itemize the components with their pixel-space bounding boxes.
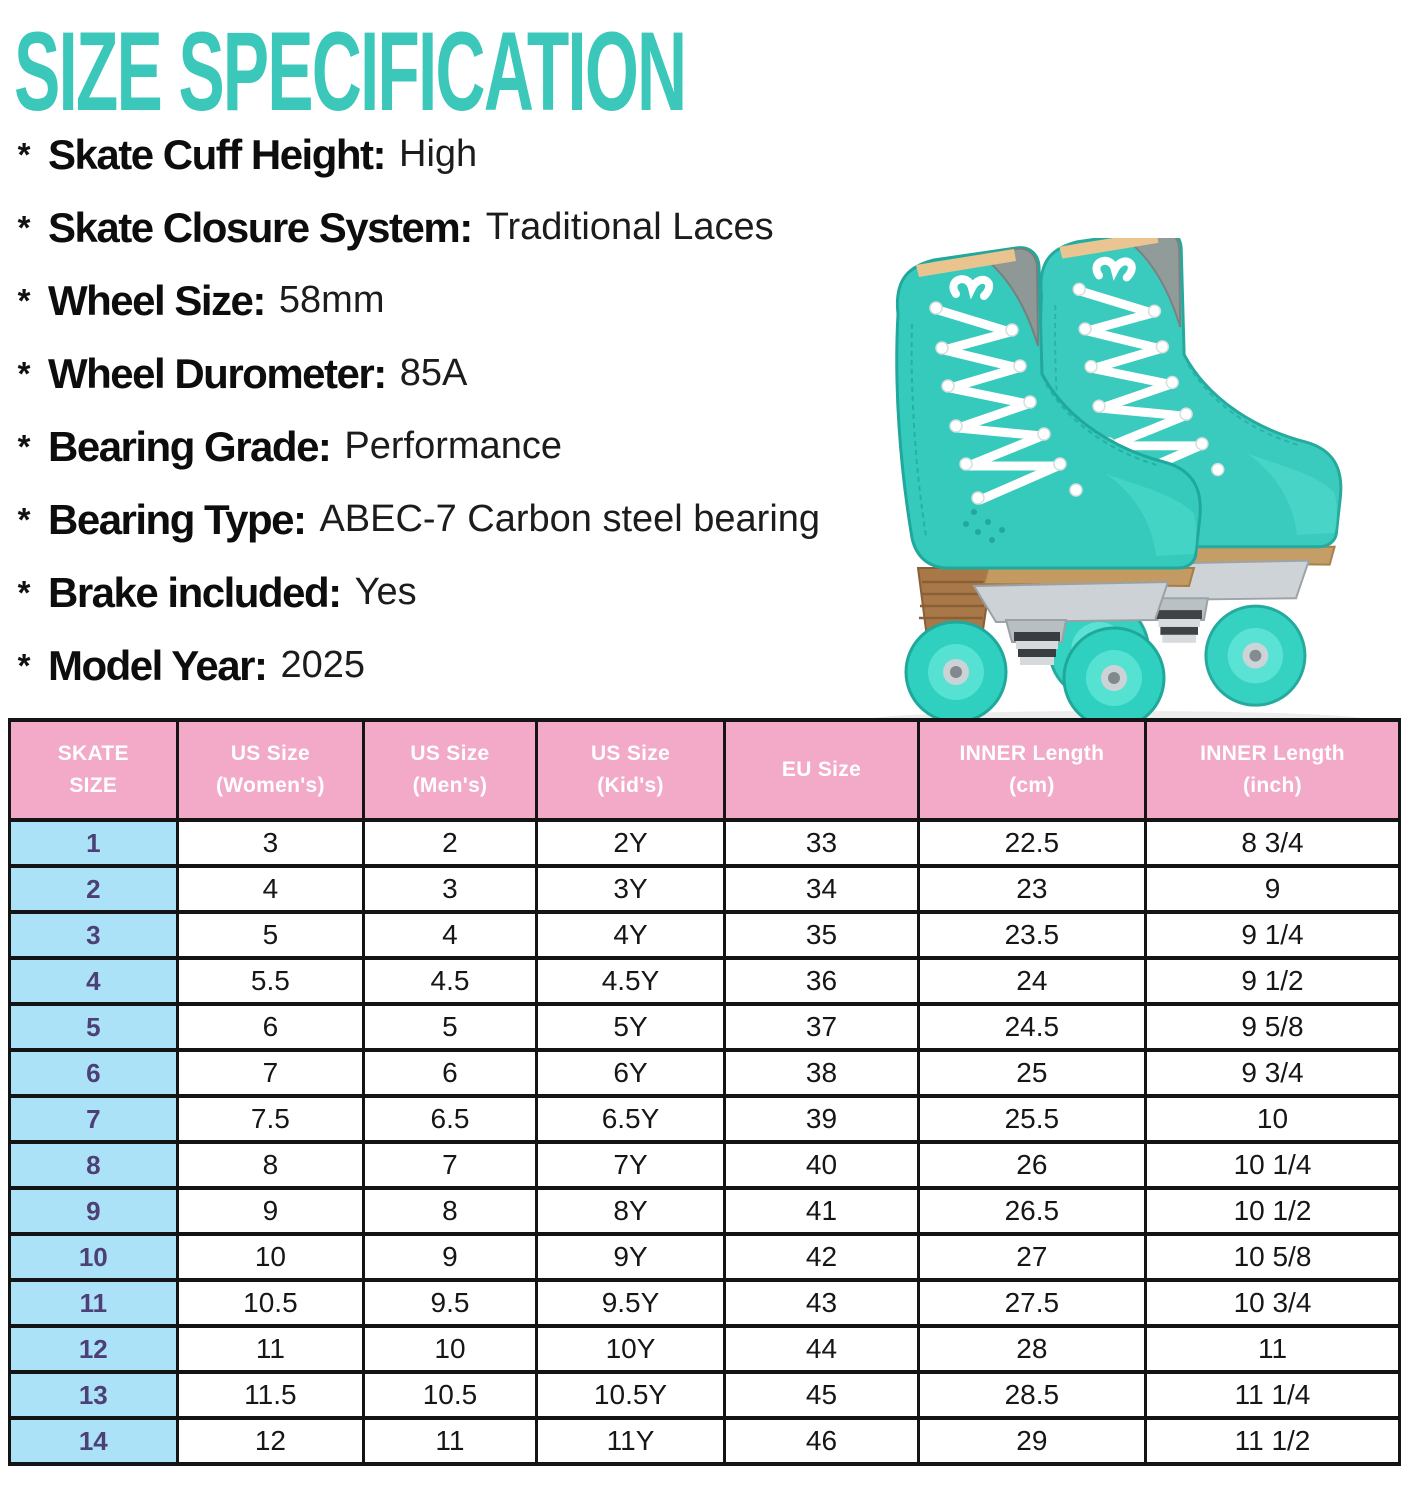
column-header: EU Size: [725, 720, 918, 820]
spec-list: [0, 118, 980, 702]
size-cell: 2: [364, 820, 537, 866]
size-cell: 27.5: [918, 1280, 1145, 1326]
size-cell: 11: [1145, 1326, 1399, 1372]
spec-label: Bearing Type:: [48, 495, 306, 543]
size-table-body: [10, 820, 1400, 1464]
column-header: INNER Length (cm): [918, 720, 1145, 820]
size-cell: 4.5Y: [536, 958, 724, 1004]
size-cell: 8Y: [536, 1188, 724, 1234]
spec-value: 85A: [399, 352, 468, 394]
size-cell: 46: [725, 1418, 918, 1464]
spec-label: Brake included:: [48, 568, 341, 616]
bullet-asterisk: *: [17, 646, 31, 684]
size-cell: 39: [725, 1096, 918, 1142]
size-cell: 23: [918, 866, 1145, 912]
spec-label: Skate Cuff Height:: [48, 130, 386, 178]
size-cell: 10.5: [364, 1372, 537, 1418]
size-table-header-row: [10, 720, 1400, 820]
size-cell: 5: [177, 912, 364, 958]
size-cell: 43: [725, 1280, 918, 1326]
size-table: [8, 718, 1401, 1466]
size-cell: 9 1/4: [1145, 912, 1399, 958]
size-cell: 4: [364, 912, 537, 958]
size-cell: 23.5: [918, 912, 1145, 958]
size-cell: 4.5: [364, 958, 537, 1004]
skate-size-cell: 4: [10, 958, 178, 1004]
size-cell: 38: [725, 1050, 918, 1096]
spec-label: Wheel Size:: [48, 276, 265, 324]
size-cell: 3: [177, 820, 364, 866]
size-cell: 24: [918, 958, 1145, 1004]
size-cell: 9: [177, 1188, 364, 1234]
size-cell: 10 1/2: [1145, 1188, 1399, 1234]
table-row: [10, 1234, 1400, 1280]
table-row: [10, 1372, 1400, 1418]
page-title: SIZE SPECIFICATION: [14, 9, 686, 134]
skate-size-cell: 12: [10, 1326, 178, 1372]
size-cell: 7Y: [536, 1142, 724, 1188]
bullet-asterisk: *: [17, 573, 31, 611]
size-cell: 22.5: [918, 820, 1145, 866]
size-cell: 6Y: [536, 1050, 724, 1096]
spec-label: Wheel Durometer:: [48, 349, 386, 397]
table-row: [10, 820, 1400, 866]
size-cell: 11 1/2: [1145, 1418, 1399, 1464]
skate-size-cell: 1: [10, 820, 178, 866]
size-cell: 6.5: [364, 1096, 537, 1142]
size-cell: 11: [364, 1418, 537, 1464]
bullet-asterisk: *: [17, 354, 31, 392]
column-header: US Size (Kid's): [536, 720, 724, 820]
size-cell: 10 5/8: [1145, 1234, 1399, 1280]
size-cell: 35: [725, 912, 918, 958]
spec-item: [0, 191, 980, 264]
column-header: SKATE SIZE: [10, 720, 178, 820]
size-cell: 25: [918, 1050, 1145, 1096]
size-cell: 24.5: [918, 1004, 1145, 1050]
size-cell: 4Y: [536, 912, 724, 958]
table-row: [10, 1326, 1400, 1372]
spec-label: Model Year:: [48, 641, 267, 689]
table-row: [10, 1050, 1400, 1096]
size-cell: 10.5Y: [536, 1372, 724, 1418]
skate-size-cell: 6: [10, 1050, 178, 1096]
size-cell: 9: [364, 1234, 537, 1280]
spec-item: [0, 483, 980, 556]
table-row: [10, 912, 1400, 958]
table-row: [10, 1418, 1400, 1464]
spec-item: [0, 410, 980, 483]
size-cell: 34: [725, 866, 918, 912]
size-cell: 8: [364, 1188, 537, 1234]
size-cell: 10Y: [536, 1326, 724, 1372]
size-cell: 36: [725, 958, 918, 1004]
size-cell: 7: [177, 1050, 364, 1096]
size-cell: 44: [725, 1326, 918, 1372]
column-header: US Size (Men's): [364, 720, 537, 820]
size-cell: 37: [725, 1004, 918, 1050]
spec-item: [0, 337, 980, 410]
size-cell: 6: [364, 1050, 537, 1096]
size-cell: 3: [364, 866, 537, 912]
spec-value: Yes: [354, 571, 417, 613]
size-cell: 7: [364, 1142, 537, 1188]
skate-size-cell: 7: [10, 1096, 178, 1142]
skate-size-cell: 11: [10, 1280, 178, 1326]
size-cell: 10 3/4: [1145, 1280, 1399, 1326]
spec-value: Traditional Laces: [485, 206, 774, 248]
size-cell: 11: [177, 1326, 364, 1372]
size-cell: 3Y: [536, 866, 724, 912]
skate-size-cell: 13: [10, 1372, 178, 1418]
size-cell: 7.5: [177, 1096, 364, 1142]
table-row: [10, 866, 1400, 912]
size-cell: 40: [725, 1142, 918, 1188]
table-row: [10, 1096, 1400, 1142]
table-row: [10, 1004, 1400, 1050]
size-cell: 8: [177, 1142, 364, 1188]
size-cell: 28.5: [918, 1372, 1145, 1418]
column-header: INNER Length (inch): [1145, 720, 1399, 820]
size-cell: 6: [177, 1004, 364, 1050]
size-cell: 26.5: [918, 1188, 1145, 1234]
spec-value: 2025: [280, 644, 366, 686]
spec-label: Bearing Grade:: [48, 422, 331, 470]
spec-item: [0, 118, 980, 191]
table-row: [10, 958, 1400, 1004]
size-cell: 27: [918, 1234, 1145, 1280]
size-cell: 12: [177, 1418, 364, 1464]
bullet-asterisk: *: [17, 500, 31, 538]
bullet-asterisk: *: [17, 427, 31, 465]
size-cell: 9 1/2: [1145, 958, 1399, 1004]
spec-item: [0, 556, 980, 629]
size-cell: 9: [1145, 866, 1399, 912]
skate-size-cell: 5: [10, 1004, 178, 1050]
spec-value: Performance: [344, 425, 562, 467]
size-cell: 9 5/8: [1145, 1004, 1399, 1050]
size-cell: 33: [725, 820, 918, 866]
size-cell: 10: [1145, 1096, 1399, 1142]
spec-item: [0, 629, 980, 702]
skate-size-cell: 2: [10, 866, 178, 912]
size-cell: 9Y: [536, 1234, 724, 1280]
skate-size-cell: 10: [10, 1234, 178, 1280]
size-cell: 25.5: [918, 1096, 1145, 1142]
size-cell: 5.5: [177, 958, 364, 1004]
table-row: [10, 1280, 1400, 1326]
size-cell: 11.5: [177, 1372, 364, 1418]
column-header: US Size (Women's): [177, 720, 364, 820]
size-cell: 2Y: [536, 820, 724, 866]
size-cell: 6.5Y: [536, 1096, 724, 1142]
size-cell: 11 1/4: [1145, 1372, 1399, 1418]
size-cell: 26: [918, 1142, 1145, 1188]
size-cell: 10: [364, 1326, 537, 1372]
table-row: [10, 1142, 1400, 1188]
skate-size-cell: 8: [10, 1142, 178, 1188]
spec-value: High: [399, 133, 478, 175]
size-cell: 10.5: [177, 1280, 364, 1326]
bullet-asterisk: *: [17, 208, 31, 246]
size-cell: 41: [725, 1188, 918, 1234]
spec-item: [0, 264, 980, 337]
size-cell: 9.5: [364, 1280, 537, 1326]
size-cell: 5: [364, 1004, 537, 1050]
skate-size-cell: 9: [10, 1188, 178, 1234]
spec-value: 58mm: [278, 279, 385, 321]
size-cell: 45: [725, 1372, 918, 1418]
size-cell: 42: [725, 1234, 918, 1280]
size-cell: 10: [177, 1234, 364, 1280]
skate-size-cell: 14: [10, 1418, 178, 1464]
size-cell: 29: [918, 1418, 1145, 1464]
size-cell: 10 1/4: [1145, 1142, 1399, 1188]
spec-value: ABEC-7 Carbon steel bearing: [319, 498, 821, 540]
size-cell: 8 3/4: [1145, 820, 1399, 866]
size-cell: 4: [177, 866, 364, 912]
spec-label: Skate Closure System:: [48, 203, 472, 251]
size-cell: 28: [918, 1326, 1145, 1372]
roller-skates-image: [848, 238, 1407, 730]
size-cell: 9.5Y: [536, 1280, 724, 1326]
table-row: [10, 1188, 1400, 1234]
bullet-asterisk: *: [17, 135, 31, 173]
size-cell: 9 3/4: [1145, 1050, 1399, 1096]
bullet-asterisk: *: [17, 281, 31, 319]
size-cell: 5Y: [536, 1004, 724, 1050]
skate-size-cell: 3: [10, 912, 178, 958]
size-cell: 11Y: [536, 1418, 724, 1464]
